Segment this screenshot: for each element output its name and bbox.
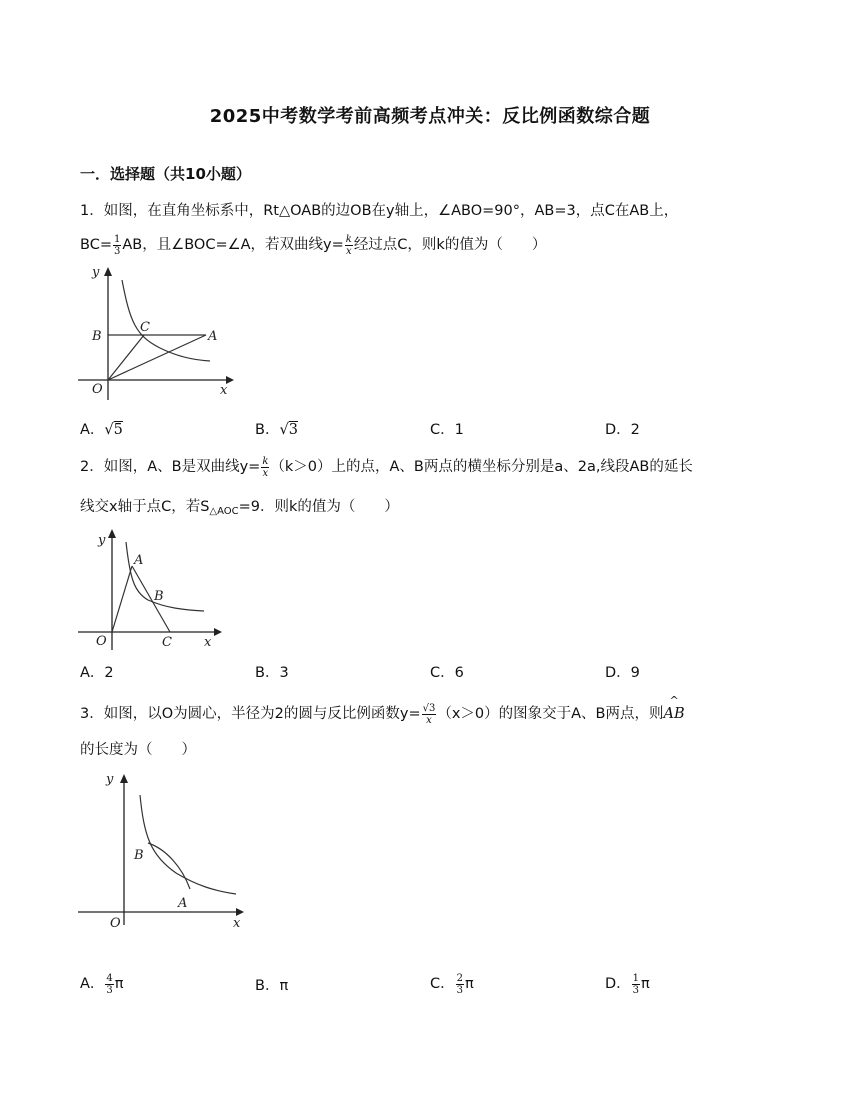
q3-line1: 3．如图，以O为圆心，半径为2的圆与反比例函数y= $\frac{√3}{x}$ （x＞0）的图象交于A、B两点，则 ^ AB [80,694,685,726]
q1-option-c[interactable]: C．1 [430,422,464,438]
q3-arc-ab: ^ AB [663,694,685,722]
q2-option-b[interactable]: B．3 [255,665,289,681]
q3-label-o: O [110,916,121,931]
q2-option-d[interactable]: D．9 [605,665,640,681]
q2-option-a[interactable]: A．2 [80,665,114,681]
q3-option-d[interactable]: D． $\frac{1}{3}$ π [605,972,650,996]
q2-label-c: C [162,635,172,650]
q1-label-y: y [92,265,100,280]
q2-fraction-k-over-x: $\frac{k}{x}$ [262,455,269,479]
q3-line2: 的长度为（ ） [80,742,196,758]
q1-label-o: O [92,382,103,397]
q1-text-a: BC= [80,237,112,253]
q2-option-c[interactable]: C．6 [430,665,464,681]
q1-label-b: B [92,329,102,344]
q3-figure [76,765,251,930]
q3-option-b[interactable]: B．π [255,978,289,994]
q2-label-x: x [204,635,212,650]
q1-line2 [80,233,546,257]
q1-label-c: C [140,320,150,335]
section-heading: 一．选择题（共10小题） [80,165,251,183]
q3-option-a[interactable]: A． $\frac{4}{3}$ π [80,972,124,996]
q1-label-a: A [208,329,218,344]
q3-label-a: A [178,896,188,911]
q3-fraction-sqrt3-over-x: $\frac{√3}{x}$ [422,702,436,726]
q1-figure [76,262,236,402]
q1-fraction-one-third: $\frac{1}{3}$ [113,233,121,257]
q3-label-x: x [233,916,241,931]
q2-label-b: B [154,589,164,604]
q1-line1: 1．如图，在直角坐标系中，Rt△OAB的边OB在y轴上，∠ABO=90°，AB=3，点C在AB上， [80,203,679,219]
q1-fraction-k-over-x: $\frac{k}{x}$ [345,233,352,257]
q1-text-c: 经过点C，则k的值为（ ） [353,237,547,253]
q2-line1: 2．如图，A、B是双曲线y= $\frac{k}{x}$ （k＞0）上的点，A、B两点的横坐标分别是a、2a,线段AB的延长 [80,455,693,479]
q1-option-d[interactable]: D．2 [605,422,640,438]
q2-figure [76,528,226,653]
q1-text-b: AB，且∠BOC=∠A，若双曲线y= [122,237,344,253]
document-title: 2025中考数学考前高频考点冲关：反比例函数综合题 [209,106,651,127]
q3-label-b: B [134,848,144,863]
q1-label-x: x [220,383,228,398]
q2-label-o: O [96,634,107,649]
q1-option-a[interactable]: A．√5 [80,422,123,438]
q2-label-a: A [134,553,144,568]
q2-label-y: y [98,533,106,548]
q3-option-c[interactable]: C． $\frac{2}{3}$ π [430,972,474,996]
q1-option-b[interactable]: B．√3 [255,422,298,438]
q2-line2: 线交x轴于点C，若$S_{\triangle AOC}=9$．则k的值为（ ） [80,499,399,517]
q3-label-y: y [106,772,114,787]
